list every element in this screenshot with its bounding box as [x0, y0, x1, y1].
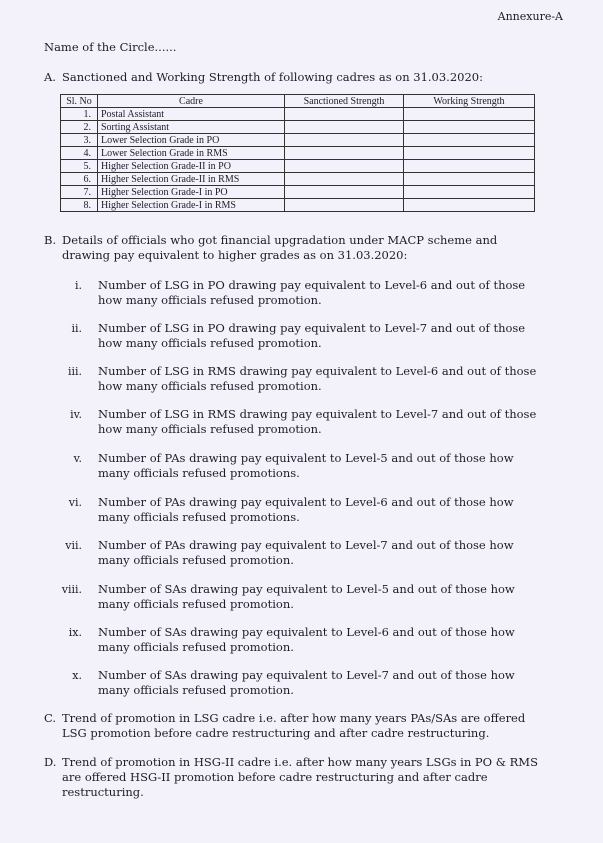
item-number: iv.	[70, 408, 82, 421]
section-d-text: Trend of promotion in HSG-II cadre i.e. after how many years LSGs in PO & RMS are offered HSG-II promotion before cadre restructuring and after cadre restructuring.	[62, 755, 538, 799]
list-item	[60, 582, 544, 612]
section-b-label: B.	[44, 233, 57, 247]
item-text: Number of LSG in RMS drawing pay equivalent to Level-6 and out of those how many officials refused promotion.	[98, 364, 537, 393]
cell-sanctioned	[285, 160, 404, 173]
cell-sl-no: 3.	[61, 134, 98, 147]
list-item	[60, 364, 544, 394]
cell-sl-no: 6.	[61, 173, 98, 186]
cell-cadre: Higher Selection Grade-II in RMS	[98, 173, 285, 186]
section-a-title: Sanctioned and Working Strength of following cadres as on 31.03.2020:	[62, 70, 483, 84]
header-sanctioned-strength: Sanctioned Strength	[285, 95, 404, 108]
cell-sl-no: 5.	[61, 160, 98, 173]
item-number: x.	[72, 669, 82, 682]
cell-cadre: Postal Assistant	[98, 108, 285, 121]
table-row	[61, 186, 535, 199]
cell-sanctioned	[285, 186, 404, 199]
cell-sanctioned	[285, 199, 404, 212]
list-item	[60, 668, 544, 698]
item-number: v.	[73, 452, 82, 465]
cell-cadre: Lower Selection Grade in RMS	[98, 147, 285, 160]
section-c-label: C.	[44, 711, 57, 725]
table-header-row	[61, 95, 535, 108]
item-number: vi.	[68, 496, 82, 509]
table-row	[61, 147, 535, 160]
list-item	[60, 321, 544, 351]
cell-working	[404, 147, 535, 160]
item-number: i.	[74, 279, 82, 292]
cell-working	[404, 160, 535, 173]
list-item	[60, 495, 544, 525]
table-row	[61, 199, 535, 212]
cell-sl-no: 8.	[61, 199, 98, 212]
item-number: viii.	[61, 583, 82, 596]
cadre-strength-table	[60, 94, 535, 212]
section-c	[44, 711, 544, 741]
cell-cadre: Higher Selection Grade-I in PO	[98, 186, 285, 199]
item-number: ix.	[68, 626, 82, 639]
list-item	[60, 625, 544, 655]
annexure-label: Annexure-A	[497, 10, 563, 23]
cell-working	[404, 121, 535, 134]
cell-sanctioned	[285, 147, 404, 160]
item-text: Number of PAs drawing pay equivalent to Level-5 and out of those how many officials refused promotions.	[98, 451, 514, 480]
section-b-title: Details of officials who got financial upgradation under MACP scheme and drawing pay equivalent to higher grades as on 31.03.2020:	[62, 233, 498, 262]
item-text: Number of LSG in RMS drawing pay equivalent to Level-7 and out of those how many officials refused promotion.	[98, 407, 537, 436]
item-text: Number of PAs drawing pay equivalent to Level-7 and out of those how many officials refused promotion.	[98, 538, 514, 567]
cell-cadre: Sorting Assistant	[98, 121, 285, 134]
cell-working	[404, 173, 535, 186]
item-text: Number of LSG in PO drawing pay equivalent to Level-7 and out of those how many officials refused promotion.	[98, 321, 526, 350]
table-row	[61, 134, 535, 147]
table-row	[61, 160, 535, 173]
cell-sanctioned	[285, 108, 404, 121]
table-row	[61, 121, 535, 134]
item-text: Number of LSG in PO drawing pay equivalent to Level-6 and out of those how many officials refused promotion.	[98, 278, 526, 307]
cell-cadre: Higher Selection Grade-I in RMS	[98, 199, 285, 212]
item-text: Number of SAs drawing pay equivalent to Level-6 and out of those how many officials refused promotion.	[98, 625, 515, 654]
item-text: Number of PAs drawing pay equivalent to Level-6 and out of those how many officials refused promotions.	[98, 495, 514, 524]
list-item	[60, 407, 544, 437]
cell-working	[404, 108, 535, 121]
list-item	[60, 278, 544, 308]
cell-working	[404, 186, 535, 199]
cell-sl-no: 7.	[61, 186, 98, 199]
section-b-heading	[44, 233, 544, 263]
cell-sanctioned	[285, 134, 404, 147]
cell-cadre: Higher Selection Grade-II in PO	[98, 160, 285, 173]
item-number: vii.	[65, 539, 82, 552]
section-a-label: A.	[44, 70, 56, 84]
list-item	[60, 538, 544, 568]
item-text: Number of SAs drawing pay equivalent to Level-7 and out of those how many officials refused promotion.	[98, 668, 515, 697]
section-c-text: Trend of promotion in LSG cadre i.e. after how many years PAs/SAs are offered LSG promotion before cadre restructuring and after cadre restructuring.	[62, 711, 526, 740]
list-item	[60, 451, 544, 481]
header-cadre: Cadre	[98, 95, 285, 108]
cell-working	[404, 199, 535, 212]
table-row	[61, 108, 535, 121]
cell-sl-no: 4.	[61, 147, 98, 160]
header-sl-no: Sl. No	[61, 95, 98, 108]
circle-name-line: Name of the Circle......	[44, 40, 177, 54]
item-number: ii.	[71, 322, 82, 335]
section-d	[44, 755, 544, 800]
cell-cadre: Lower Selection Grade in PO	[98, 134, 285, 147]
section-a-heading	[44, 70, 544, 84]
cell-working	[404, 134, 535, 147]
header-working-strength: Working Strength	[404, 95, 535, 108]
cell-sl-no: 1.	[61, 108, 98, 121]
table-row	[61, 173, 535, 186]
cell-sanctioned	[285, 173, 404, 186]
section-d-label: D.	[44, 755, 57, 769]
item-text: Number of SAs drawing pay equivalent to Level-5 and out of those how many officials refused promotion.	[98, 582, 515, 611]
item-number: iii.	[67, 365, 82, 378]
cell-sl-no: 2.	[61, 121, 98, 134]
cell-sanctioned	[285, 121, 404, 134]
